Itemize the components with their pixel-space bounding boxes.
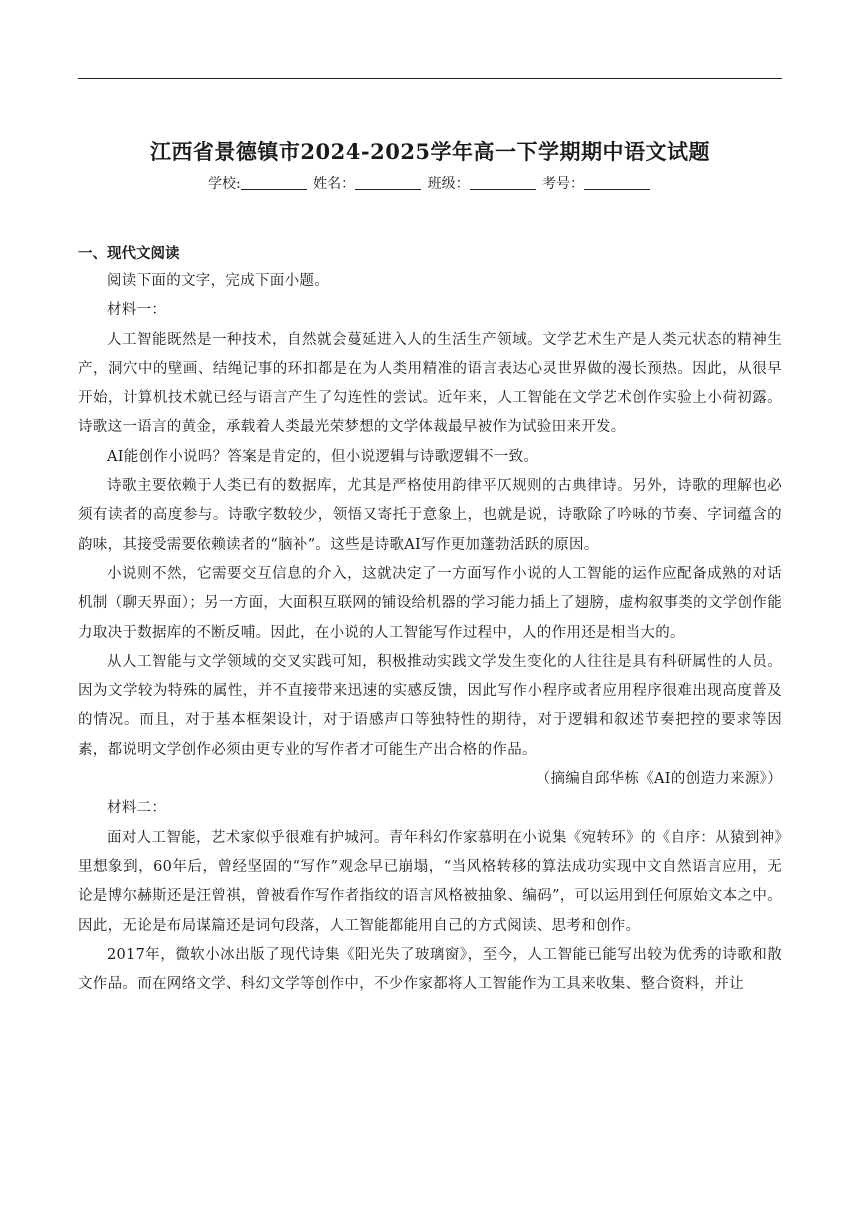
name-blank[interactable] (355, 175, 421, 190)
class-blank[interactable] (470, 175, 536, 190)
exam-number-label: 考号： (542, 176, 585, 192)
student-info-line (0, 173, 860, 193)
paragraph: 面对人工智能，艺术家似乎很难有护城河。青年科幻作家慕明在小说集《宛转环》的《自序：从猿到神》里想象到，60年后，曾经坚固的“写作”观念早已崩塌，“当风格转移的算法成功实现中文自然语言应用，无论是博尔赫斯还是汪曾祺，曾被看作写作者指纹的语言风格被抽象、编码”，可以运用到任何原始文本之中。因此，无论是布局谋篇还是词句段落，人工智能都能用自己的方式阅读、思考和创作。 (78, 829, 782, 934)
paragraph: 人工智能既然是一种技术，自然就会蔓延进入人的生活生产领域。文学艺术生产是人类元状态的精神生产，洞穴中的壁画、结绳记事的环扣都是在为人类用精准的语言表达心灵世界做的漫长预热。因此，从很早开始，计算机技术就已经与语言产生了勾连性的尝试。近年来，人工智能在文学艺术创作实验上小荷初露。诗歌这一语言的黄金，承载着人类最光荣梦想的文学体裁最早被作为试验田来开发。 (78, 331, 782, 436)
name-label: 姓名： (313, 176, 356, 192)
source-citation: （摘编自邱华栋《AI的创造力来源》） (535, 771, 782, 788)
material-one-label: 材料一： (107, 302, 167, 319)
school-label: 学校: (207, 176, 241, 192)
paragraph: 从人工智能与文学领域的交叉实践可知，积极推动实践文学发生变化的人往往是具有科研属性的人员。因为文学较为特殊的属性，并不直接带来迅速的实感反馈，因此写作小程序或者应用程序很难出现高度普及的情况。而且，对于基本框架设计，对于语感声口等独特性的期待，对于逻辑和叙述节奏把控的要求等因素，都说明文学创作必须由更专业的写作者才可能生产出合格的作品。 (78, 653, 782, 758)
school-blank[interactable] (241, 175, 307, 190)
exam-number-blank[interactable] (584, 175, 650, 190)
top-rule (78, 78, 782, 79)
material-two-label: 材料二： (107, 800, 167, 817)
page-title: 江西省景德镇市2024-2025学年高一下学期期中语文试题 (149, 139, 711, 164)
reading-passage (78, 267, 782, 999)
paragraph: AI能创作小说吗？答案是肯定的，但小说逻辑与诗歌逻辑不一致。 (107, 448, 539, 465)
paragraph: 小说则不然，它需要交互信息的介入，这就决定了一方面写作小说的人工智能的运作应配备成熟的对话机制（聊天界面）；另一方面，大面积互联网的铺设给机器的学习能力插上了翅膀，虚构叙事类的文学创作能力取决于数据库的不断反哺。因此，在小说的人工智能写作过程中，人的作用还是相当大的。 (78, 565, 782, 641)
section-heading: 一、现代文阅读 (78, 245, 180, 262)
instruction: 阅读下面的文字，完成下面小题。 (107, 273, 329, 289)
paragraph: 诗歌主要依赖于人类已有的数据库，尤其是严格使用韵律平仄规则的古典律诗。另外，诗歌的理解也必须有读者的高度参与。诗歌字数较少，领悟又寄托于意象上，也就是说，诗歌除了吟咏的节奏、字词蕴含的韵味，其接受需要依赖读者的“脑补”。这些是诗歌AI写作更加蓬勃活跃的原因。 (78, 478, 782, 553)
class-label: 班级： (427, 176, 470, 192)
paragraph: 2017年，微软小冰出版了现代诗集《阳光失了玻璃窗》，至今，人工智能已能写出较为优秀的诗歌和散文作品。而在网络文学、科幻文学等创作中，不少作家都将人工智能作为工具来收集、整合资料，并让 (78, 946, 782, 993)
